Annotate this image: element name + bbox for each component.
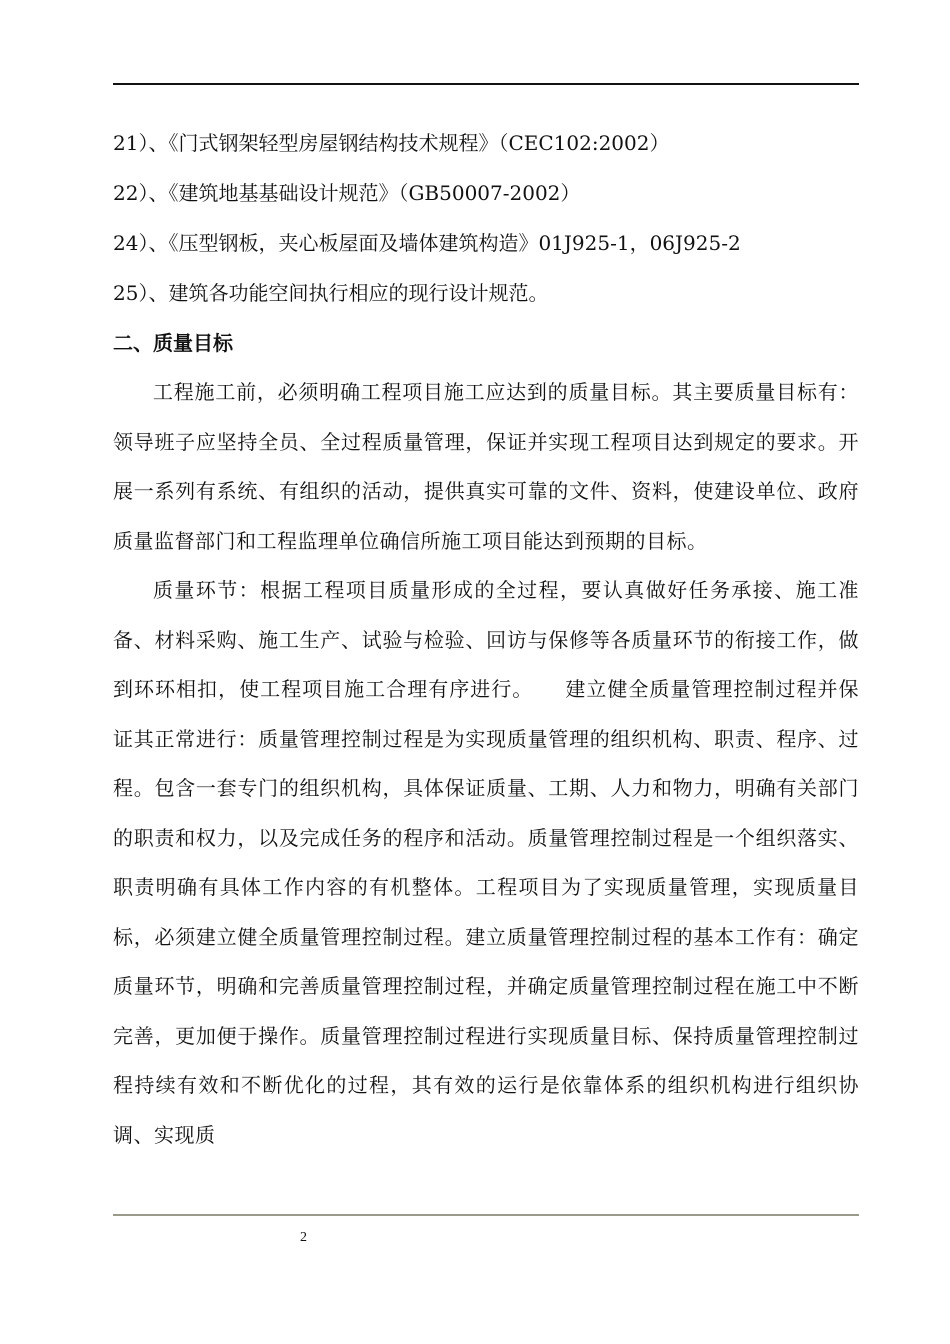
body-paragraph: 工程施工前，必须明确工程项目施工应达到的质量目标。其主要质量目标有：领导班子应坚持全员、全过程质量管理，保证并实现工程项目达到规定的要求。开展一系列有系统、有组织的活动，提供真实可靠的文件、资料，使建设单位、政府质量监督部门和工程监理单位确信所施工项目能达到预期的目标。 bbox=[113, 380, 859, 553]
section-heading: 二、质量目标 bbox=[113, 331, 233, 355]
reference-item: 21）、《门式钢架轻型房屋钢结构技术规程》（CEC102:2002） bbox=[113, 131, 670, 155]
footer-rule bbox=[113, 1214, 859, 1216]
reference-item: 24）、《压型钢板，夹心板屋面及墙体建筑构造》01J925-1，06J925-2 bbox=[113, 231, 741, 255]
body-paragraph: 质量环节：根据工程项目质量形成的全过程，要认真做好任务承接、施工准备、材料采购、施工生产、试验与检验、回访与保修等各质量环节的衔接工作，做到环环相扣，使工程项目施工合理有序进行。 建立健全质量管理控制过程并保证其正常进行：质量管理控制过程是为实现质量管理的组织机构、职责、程序、过程。包含一套专门的组织机构，具体保证质量、工期、人力和物力，明确有关部门的职责和权力，以及完成任务的程序和活动。质量管理控制过程是一个组织落实、职责明确有具体工作内容的有机整体。工程项目为了实现质量管理，实现质量目标，必须建立健全质量管理控制过程。建立质量管理控制过程的基本工作有：确定质量环节，明确和完善质量管理控制过程，并确定质量管理控制过程在施工中不断完善，更加便于操作。质量管理控制过程进行实现质量目标、保持质量管理控制过程持续有效和不断优化的过程，其有效的运行是依靠体系的组织机构进行组织协调、实现质 bbox=[113, 578, 859, 1147]
document-body bbox=[113, 118, 859, 1160]
reference-item: 22）、《建筑地基基础设计规范》（GB50007-2002） bbox=[113, 181, 581, 205]
reference-item: 25）、建筑各功能空间执行相应的现行设计规范。 bbox=[113, 281, 549, 305]
page-number: 2 bbox=[300, 1230, 307, 1245]
header-rule bbox=[113, 83, 859, 85]
